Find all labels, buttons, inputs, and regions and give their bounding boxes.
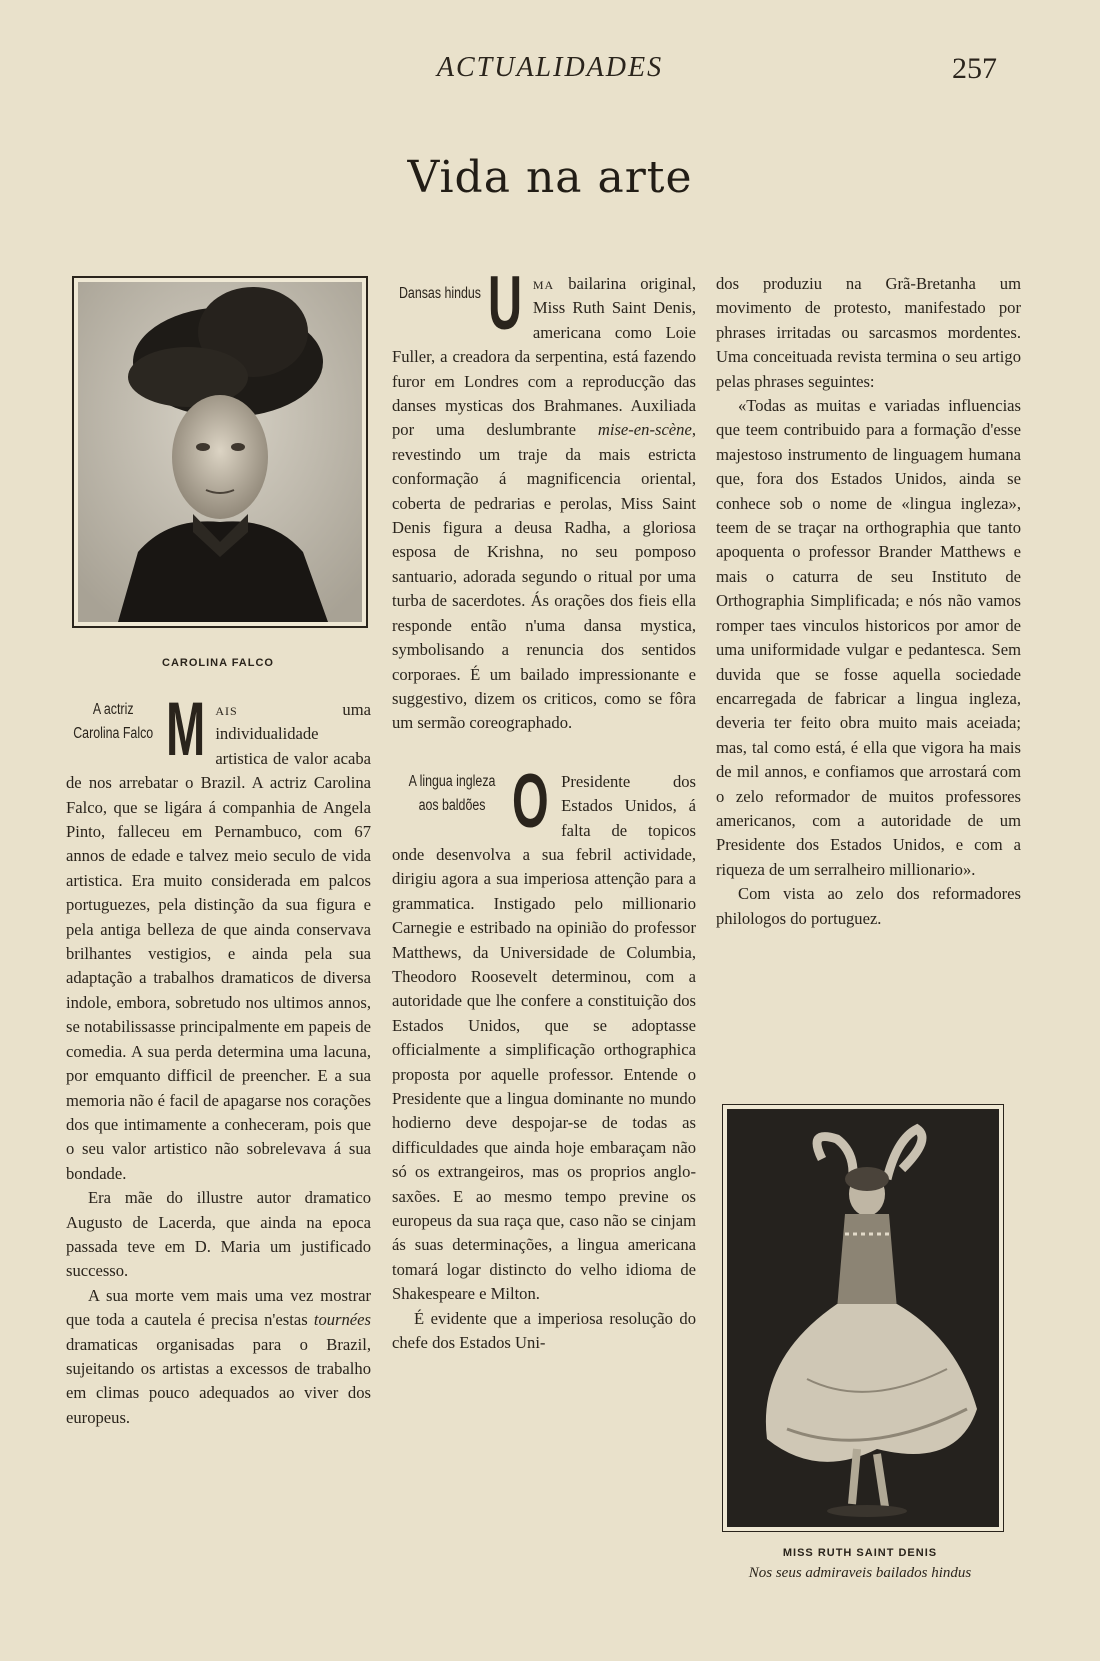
side-heading-dansas: Dansas hindus [398, 285, 482, 302]
column-3 [716, 272, 1021, 931]
side-heading-lingua [392, 770, 512, 818]
drop-cap-m: M [166, 687, 206, 772]
page-number: 257 [952, 52, 997, 85]
side-heading-line-2: Carolina Falco [73, 725, 154, 742]
article-carolina-p1-text: uma individualidade artistica de valor acaba de nos arrebatar o Brazil. A actriz Carolina Falco, que se ligára á companhia de Angela Pinto, falleceu em Pernambuco, com 67 annos de edade e talvez meio seculo de vida artistica. Era muito considerada em palcos portuguezes, pela distinção da sua figura e pela antiga belleza de que ainda conservava brilhantes vestigios, e ainda pela sua adaptação a trabalhos dramaticos de diversa indole, embora, sobretudo nos ultimos annos, se notabilissasse principalmente em papeis de comedia. A sua perda determina uma lacuna, por emquanto difficil de preencher. E a sua memoria não é facil de apagarse nos corações dos que intimamente a conheceram, pois que o seu valor artistico não sobrelevava á sua bondade. [66, 700, 371, 1183]
dancer-photo [722, 1104, 1004, 1532]
lead-smallcaps-2: ma [532, 274, 555, 293]
article-carolina-p1 [66, 687, 371, 1186]
article-lingua-p1: Presidente dos Estados Unidos, á falta de topicos onde desenvolva a sua febril actividade, dirigiu agora a sua imperiosa attenção para a grammatica. Instigado pelo millionario Carnegie e estribado na opinião do professor Matthews, da Universidade de Columbia, Theodoro Roosevelt determinou, com a autoridade que lhe confere a constituição dos Estados Unidos, que se adoptasse officialmente a simplificação orthographica proposta por aquelle professor. Entende o Presidente que a lingua dominante no mundo hodierno deve despojar-se de todas as difficuldades que ainda hoje embaraçam não só os extrangeiros, mas os proprios anglo-saxões. E ao mesmo tempo previne os europeus da sua raça que, caso não se cinjam ás suas determinações, a lingua americana tomará logar distincto do velho idioma de Shakespeare e Milton. [392, 771, 696, 1304]
article-carolina-p3 [66, 1284, 371, 1430]
p3-italic: tournées [313, 1310, 371, 1330]
running-title: ACTUALIDADES [436, 52, 664, 83]
article-lingua-p2: É evidente que a imperiosa resolução do chefe dos Estados Uni- [392, 1308, 696, 1353]
article-lingua-cont-p3: Com vista ao zelo dos reformadores philologos do portuguez. [716, 884, 1021, 928]
column-1 [66, 687, 371, 1430]
article-dansas-text-a: bailarina original, Miss Ruth Saint Denis, americana como Loie Fuller, a creadora da serpentina, está fazendo furor em Londres com a reproducção das danses mysticas dos Brahmanes. Auxiliada por uma deslumbrante [392, 274, 696, 440]
portrait-image [78, 282, 362, 622]
drop-cap-u: U [488, 261, 523, 346]
side-heading-lingua-line-1: A lingua ingleza [408, 772, 496, 790]
portrait-caption: CAROLINA FALCO [162, 657, 274, 669]
side-heading-line-1: A actriz [92, 701, 134, 718]
article-lingua-cont-p1: dos produziu na Grã-Bretanha um movimento de protesto, manifestado por phrases irritadas ou sarcasmos mordentes. Uma conceituada revista termina o seu artigo pelas phrases seguintes: [716, 274, 1021, 391]
dancer-caption-name: MISS RUTH SAINT DENIS [782, 1547, 938, 1559]
page-title: Vida na arte [407, 152, 693, 203]
p3-text-b: dramaticas organisadas para o Brazil, sujeitando os artistas a excessos de trabalho em climas pouco adequados ao viver dos europeus. [66, 1334, 371, 1427]
article-dansas-text-b: , revestindo um traje da mais estricta conformação á magnificencia oriental, coberta de pedrarias e perolas, Miss Saint Denis figura a deusa Radha, a gloriosa esposa de Krishna, no seu pomposo santuario, adorada segundo o ritual por uma turba de sacerdotes. Ás orações dos fieis ella responde então n'uma dansa mystica, symbolisando a renuncia dos sentidos corporaes. É um bailado impressionante e suggestivo, dizem os criticos, como se fôra um sermão coreographado. [392, 420, 696, 733]
side-heading-lingua-line-2: aos baldões [418, 796, 486, 814]
dancer-image [727, 1109, 999, 1527]
drop-cap-o: O [512, 758, 549, 844]
article-dansas [392, 261, 696, 736]
article-lingua-cont-quote: «Todas as muitas e variadas influencias que teem contribuido para a formação d'esse majestoso instrumento de linguagem humana que, fora dos Estados Unidos, ainda se conhece sob o nome de «lingua ingleza», teem de se traçar na orthographia que tanto apoquenta o professor Brander Matthews e mais o caturra de seu Instituto de Orthographia Simplificada; e nós não vamos romper taes vinculos historicos por amor de uma uniformidade vulgar e pedantesca. Sem duvida que se fosse aquella sociedade encarregada de fabricar a lingua ingleza, deveria ter feito obra muito mais aceiada; mas, tal como está, é ella que vigora ha mais de mil annos, e confiamos que arrostará com o zelo reformador de muitos professores americanos, com a autoridade de um Presidente dos Estados Unidos, e com a riqueza de um serralheiro millionario». [716, 396, 1021, 879]
side-heading-carolina [66, 698, 160, 746]
portrait-photo [72, 276, 368, 628]
article-dansas-italic: mise-en-scène [597, 420, 692, 440]
article-carolina-p2: Era mãe do illustre autor dramatico Augusto de Lacerda, que ainda na epoca passada teve em D. Maria um justificado successo. [66, 1188, 371, 1281]
column-2 [392, 261, 696, 1355]
p3-text-a: A sua morte vem mais uma vez mostrar que toda a cautela é precisa n'estas [66, 1285, 371, 1330]
lead-smallcaps: ais [215, 700, 238, 719]
dancer-caption-text: Nos seus admiraveis bailados hindus [748, 1565, 972, 1581]
